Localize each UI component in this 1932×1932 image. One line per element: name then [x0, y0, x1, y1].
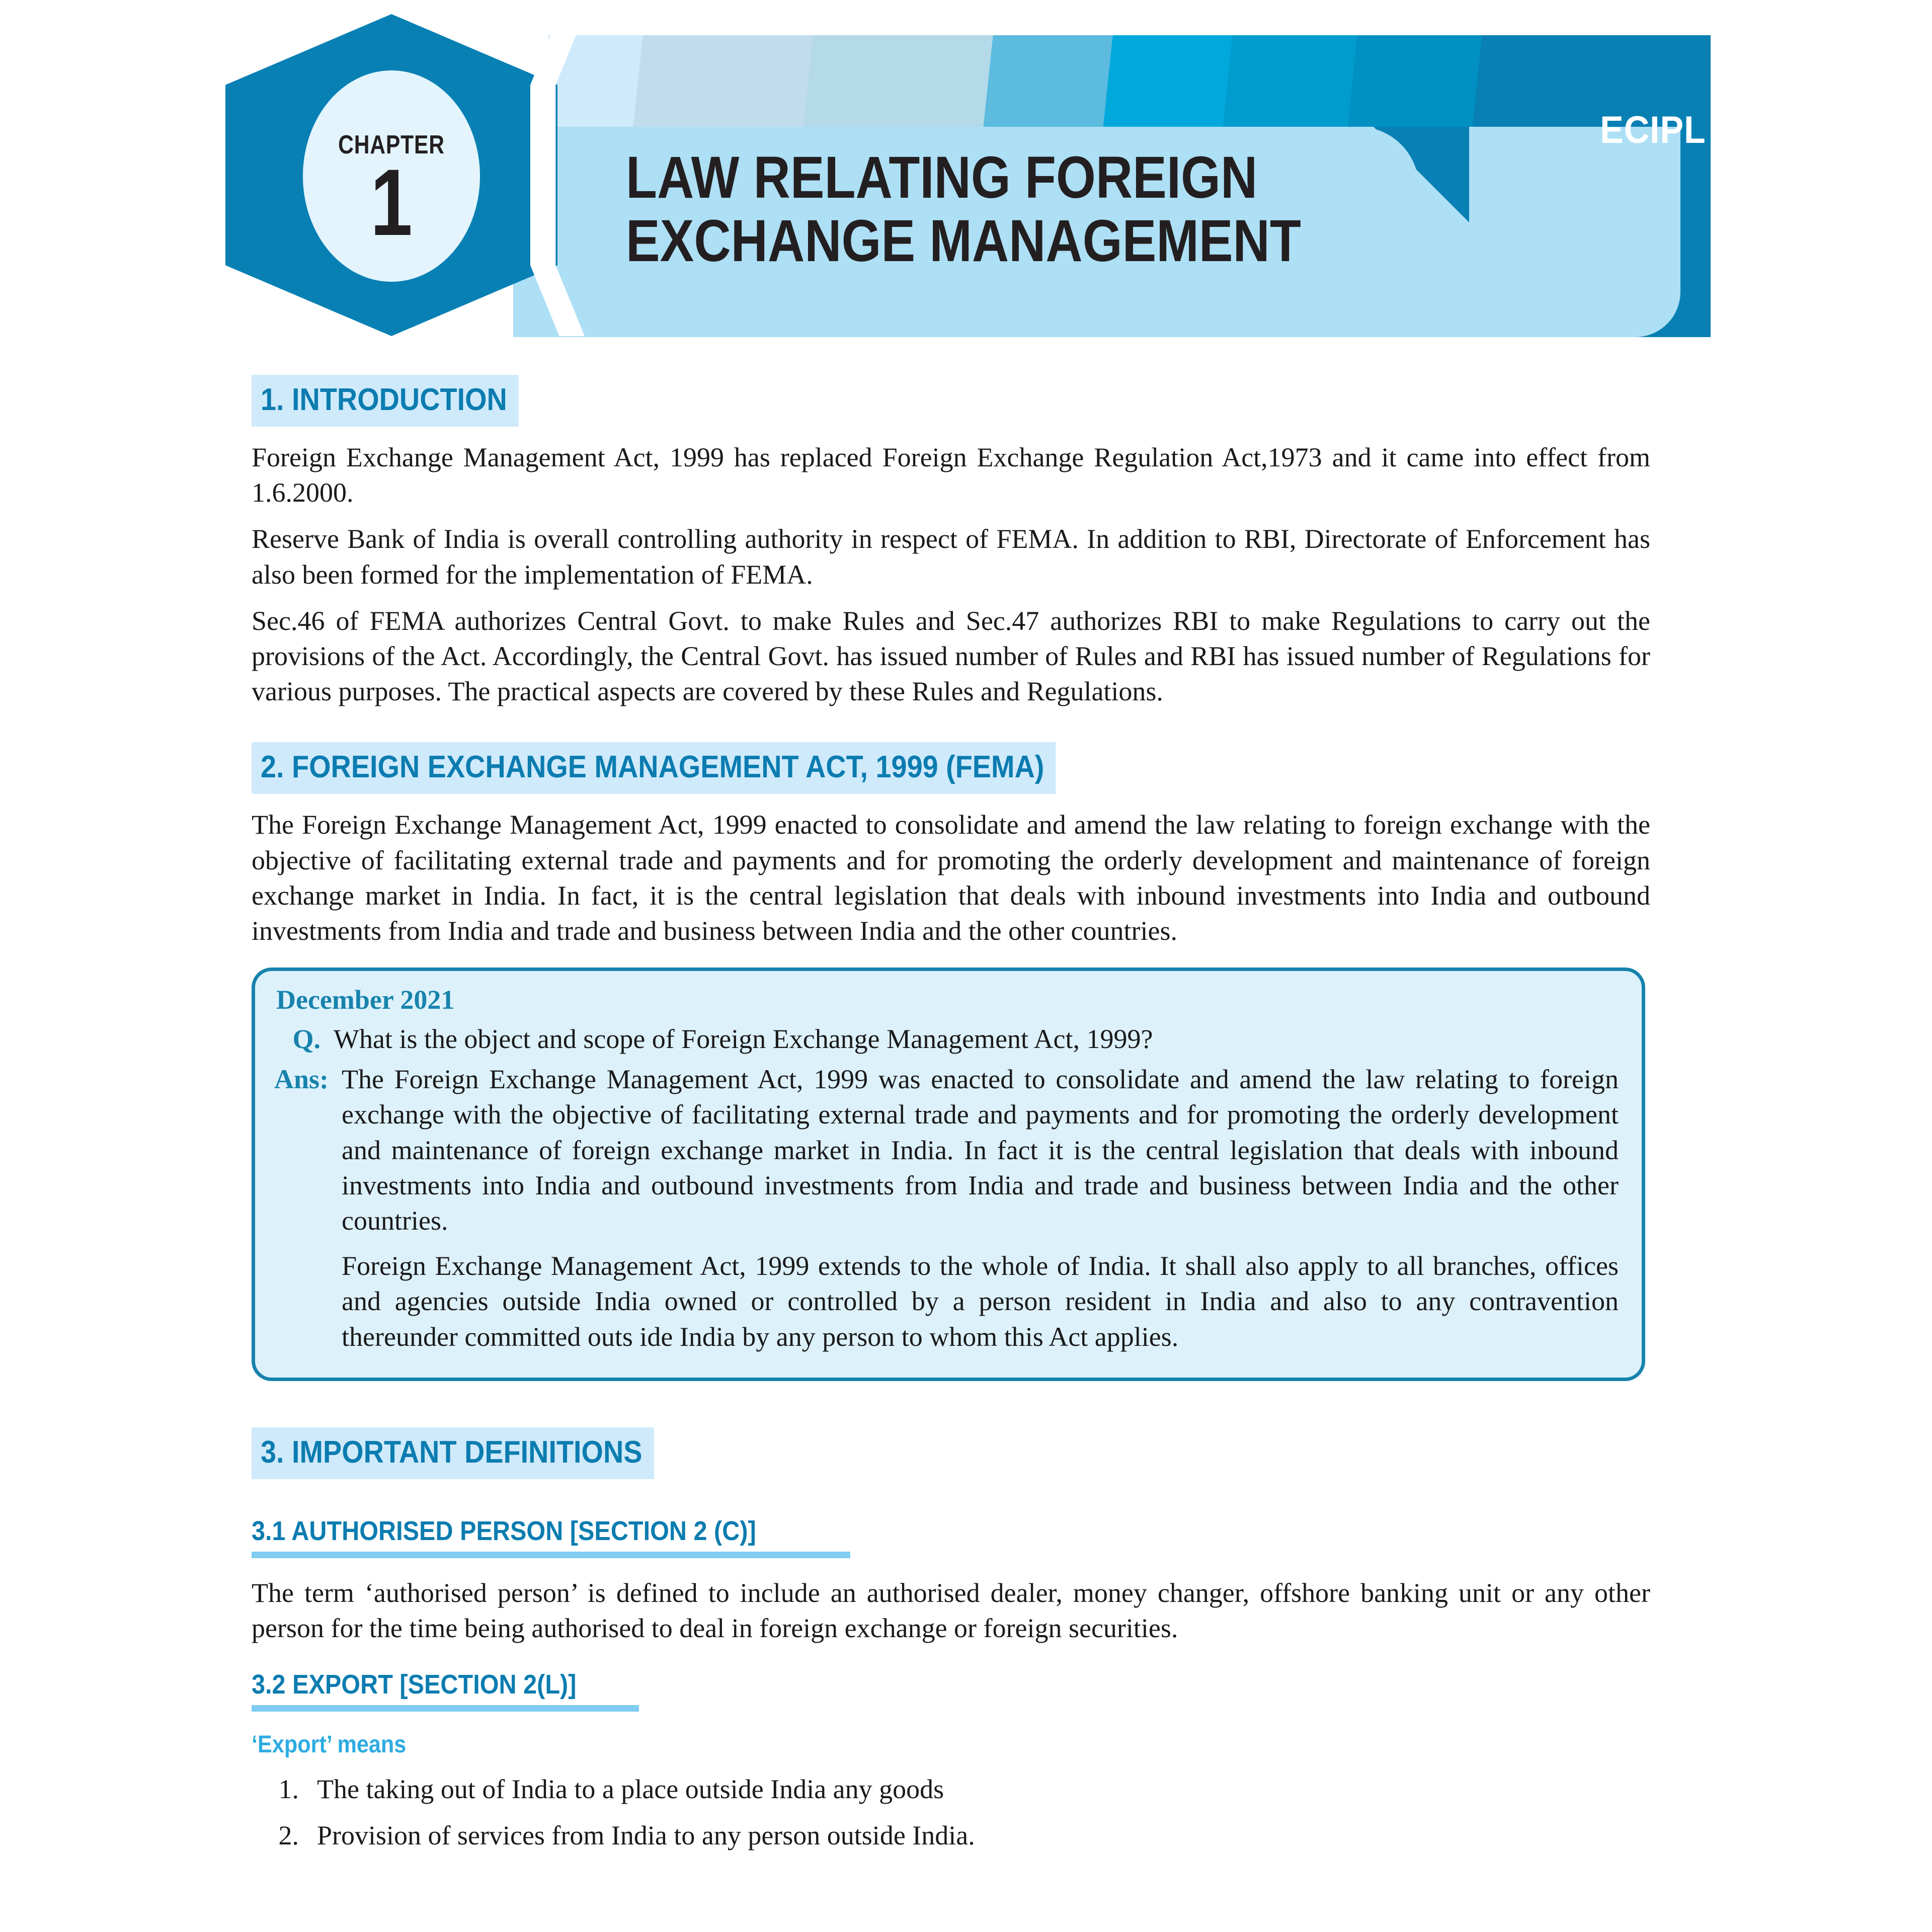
chapter-label: CHAPTER [338, 130, 445, 159]
color-band-7 [1347, 35, 1484, 128]
document-body [252, 375, 1650, 1865]
list-item-number: 1. [278, 1774, 299, 1805]
color-band-6 [1222, 35, 1359, 128]
color-band-3 [802, 35, 995, 128]
answer-paragraph-2: Foreign Exchange Management Act, 1999 extends to the whole of India. It shall also apply to all branches, offices and agencies outside India owned or controlled by a person resident in India and also to any contravention thereunder committed outs ide India by any person to whom this Act applies. [342, 1251, 1619, 1352]
chapter-badge [225, 14, 557, 336]
intro-paragraph-1: Foreign Exchange Management Act, 1999 has replaced Foreign Exchange Regulation Act,1973 and it came into effect from 1.6.2000. [252, 442, 1650, 508]
authorised-person-paragraph: The term ‘authorised person’ is defined to include an authorised dealer, money changer, offshore banking unit or any other person for the time being authorised to deal in foreign exchange or foreign securities. [252, 1577, 1650, 1643]
chapter-header-banner [0, 0, 1932, 347]
page-title-line-1: LAW RELATING FOREIGN [626, 144, 1258, 211]
section-heading-introduction: 1. INTRODUCTION [252, 375, 519, 427]
color-band-2 [632, 35, 815, 128]
intro-paragraph-3: Sec.46 of FEMA authorizes Central Govt. to make Rules and Sec.47 authorizes RBI to make Regulations to carry out the provisions of the Act. Accordingly, the Central Govt. has issued number of Rules and RBI has issued number of Regulations for various purposes. The practical aspects are covered by these Rules and Regulations. [252, 605, 1650, 707]
exam-answer-row [274, 1062, 1619, 1354]
header-color-bands [548, 35, 1711, 128]
list-item-text: The taking out of India to a place outside India any goods [317, 1774, 944, 1805]
export-definition-list [252, 1772, 1650, 1853]
chapter-badge-oval [303, 70, 480, 282]
subsection-rule-export [252, 1705, 639, 1712]
list-item-number: 2. [278, 1820, 299, 1851]
intro-paragraph-2: Reserve Bank of India is overall controlling authority in respect of FEMA. In addition to RBI, Directorate of Enforcement has also been formed for the implementation of FEMA. [252, 524, 1650, 590]
color-band-4 [983, 35, 1114, 128]
subsection-heading-export: 3.2 EXPORT [SECTION 2(L)] [252, 1669, 577, 1700]
answer-paragraph-1: The Foreign Exchange Management Act, 1999 was enacted to consolidate and amend the law relating to foreign exchange with the objective of facilitating external trade and payments and for promoting the orderly development and maintenance of foreign exchange market in India. In fact it is the central legislation that deals with inbound investments into India and outbound investments from India and trade and business between India and the other countries. [342, 1064, 1619, 1236]
fema-paragraph-1: The Foreign Exchange Management Act, 1999 enacted to consolidate and amend the law relating to foreign exchange with the objective of facilitating external trade and payments and for promoting the orderly development and maintenance of foreign exchange market in India. In fact, it is the central legislation that deals with inbound investments into India and outbound investments from India and trade and business between India and the other countries. [252, 810, 1650, 946]
page-title-line-2: EXCHANGE MANAGEMENT [626, 208, 1301, 275]
chapter-number: 1 [370, 149, 413, 255]
exam-date-label: December 2021 [276, 985, 455, 1015]
brand-logo: ECIPL [1600, 109, 1706, 151]
exam-question-row [274, 1021, 1619, 1057]
export-means-label: ‘Export’ means [252, 1731, 407, 1758]
section-heading-definitions: 3. IMPORTANT DEFINITIONS [252, 1427, 654, 1479]
question-paragraph: What is the object and scope of Foreign Exchange Management Act, 1999? [334, 1024, 1153, 1055]
answer-text [342, 1062, 1619, 1354]
list-item [252, 1818, 1650, 1853]
section-heading-fema: 2. FOREIGN EXCHANGE MANAGEMENT ACT, 1999 (FEMA) [252, 742, 1056, 794]
question-tag: Q. [292, 1024, 320, 1055]
list-item [252, 1772, 1650, 1807]
subsection-rule-authorised-person [252, 1552, 850, 1558]
exam-question-callout [252, 968, 1645, 1381]
list-item-text: Provision of services from India to any person outside India. [317, 1820, 975, 1851]
color-band-5 [1102, 35, 1234, 128]
answer-tag: Ans: [274, 1064, 329, 1095]
question-text [334, 1021, 1619, 1057]
page-title [626, 146, 1340, 273]
subsection-heading-authorised-person: 3.1 AUTHORISED PERSON [SECTION 2 (C)] [252, 1515, 756, 1546]
